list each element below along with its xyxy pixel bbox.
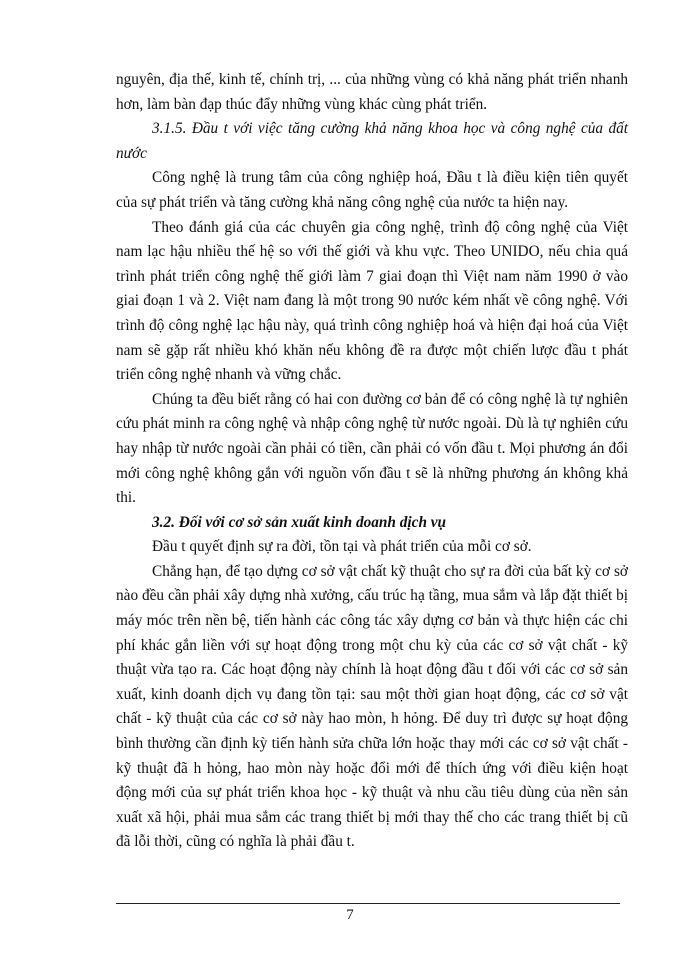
paragraph-technology-center: Công nghệ là trung tâm của công nghiệp hoá, Đầu t là điều kiện tiên quyết của sự phát triển và tăng cường khả năng công nghệ của nước ta hiện nay.	[116, 169, 628, 211]
paragraph-continuation: nguyên, địa thế, kinh tế, chính trị, ... của những vùng có khả năng phát triển nhanh hơn, làm bàn đạp thúc đẩy những vùng khác cùng phát triển.	[116, 71, 628, 113]
paragraph-expert-assessment: Theo đánh giá của các chuyên gia công nghệ, trình độ công nghệ của Việt nam lạc hậu nhiều thế hệ so với thế giới và khu vực. Theo UNIDO, nếu chia quá trình phát triển công nghệ thế giới làm 7 giai đoạn thì Việt nam năm 1990 ở vào giai đoạn 1 và 2. Việt nam đang là một trong 90 nước kém nhất về công nghệ. Với trình độ công nghệ lạc hậu này, quá trình công nghiệp hoá và hiện đại hoá của Việt nam sẽ gặp rất nhiều khó khăn nếu không đề ra được một chiến lược đầu t phát triển công nghệ nhanh và vững chắc.	[116, 218, 628, 384]
paragraph-two-paths: Chúng ta đều biết rằng có hai con đường cơ bản để có công nghệ là tự nghiên cứu phát minh ra công nghệ và nhập công nghệ từ nước ngoài. Dù là tự nghiên cứu hay nhập từ nước ngoài cần phải có tiền, cần phải có vốn đầu t. Mọi phương án đổi mới công nghệ không gắn với nguồn vốn đầu t sẽ là những phương án không khả thi.	[116, 390, 628, 507]
page-number: 7	[346, 907, 354, 923]
section-heading-3-1-5: 3.1.5. Đầu t với việc tăng cường khả năng khoa học và công nghệ của đất nước	[116, 120, 628, 162]
paragraph-investment-decides: Đầu t quyết định sự ra đời, tồn tại và phát triển của mỗi cơ sở.	[152, 538, 532, 556]
paragraph-example: Chẳng hạn, để tạo dựng cơ sở vật chất kỹ thuật cho sự ra đời của bất kỳ cơ sở nào đều cần phải xây dựng nhà xưởng, cấu trúc hạ tầng, mua sắm và lắp đặt thiết bị máy móc trên nền bệ, tiến hành các công tác xây dựng cơ bản và thực hiện các chi phí khác gắn liền với sự hoạt động trong một chu kỳ của các cơ sở vật chất - kỹ thuật vừa tạo ra. Các hoạt động này chính là hoạt động đầu t đối với các cơ sở sản xuất, kinh doanh dịch vụ đang tồn tại: sau một thời gian hoạt động, các cơ sở vật chất - kỹ thuật của các cơ sở này hao mòn, h hỏng. Để duy trì được sự hoạt động bình thường cần định kỳ tiến hành sửa chữa lớn hoặc thay mới các cơ sở vật chất - kỹ thuật đã h hỏng, hao mòn này hoặc đổi mới để thích ứng với điều kiện hoạt động mới của sự phát triển khoa học - kỹ thuật và nhu cầu tiêu dùng của nền sản xuất xã hội, phải mua sắm các trang thiết bị mới thay thế cho các trang thiết bị cũ đã lỗi thời, cũng có nghĩa là phải đầu t.	[116, 562, 628, 851]
footer-divider	[116, 903, 620, 904]
body-text	[116, 68, 628, 855]
section-heading-3-2: 3.2. Đối với cơ sở sản xuất kinh doanh dịch vụ	[152, 513, 447, 531]
